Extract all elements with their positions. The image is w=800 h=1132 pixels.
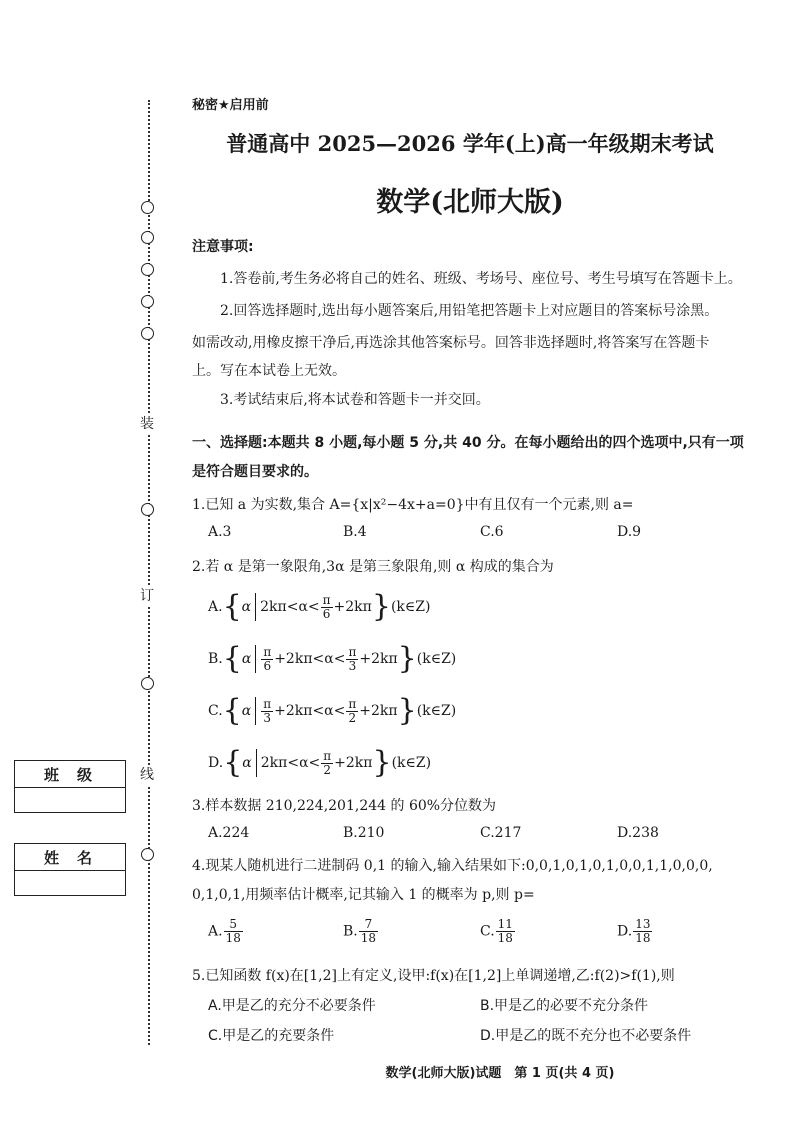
q4-option-a[interactable]: A. $\frac{5}{18}$ — [208, 917, 241, 945]
right-brace: } — [371, 589, 391, 624]
q5-option-c[interactable]: C.甲是乙的充要条件 — [208, 1028, 335, 1044]
name-field[interactable] — [15, 871, 125, 895]
q3-option-b[interactable]: B.210 — [343, 825, 385, 841]
fraction: $\frac{\pi}{6}$ — [322, 592, 331, 621]
fraction: $\frac{11}{18}$ — [497, 917, 513, 945]
binding-hole — [141, 263, 154, 276]
q1-option-c[interactable]: C.6 — [480, 524, 504, 540]
name-label: 姓名 — [15, 844, 125, 871]
left-brace: { — [222, 693, 242, 728]
binding-hole — [141, 327, 154, 340]
fraction: $\frac{\pi}{2}$ — [323, 748, 332, 777]
left-brace: { — [222, 641, 242, 676]
q1-option-d[interactable]: D.9 — [617, 524, 642, 540]
q3-option-d[interactable]: D.238 — [617, 825, 659, 841]
class-box — [14, 760, 126, 813]
fraction: $\frac{\pi}{3}$ — [348, 644, 357, 673]
class-field[interactable] — [15, 788, 125, 812]
right-brace: } — [372, 745, 392, 780]
binding-hole — [141, 231, 154, 244]
left-brace: { — [222, 589, 242, 624]
question-4-stem: 4.现某人随机进行二进制码 0,1 的输入,输入结果如下:0,0,1,0,1,0,1,0,0,1,1,0,0,0, — [192, 858, 713, 874]
q2-option-c[interactable]: C. { α $\frac{\pi}{3}$ +2kπ<α< $\frac{\pi}{2}$ +2kπ } (k∈Z) — [208, 693, 457, 728]
q1-option-b[interactable]: B.4 — [343, 524, 367, 540]
q4-option-d[interactable]: D. $\frac{13}{18}$ — [617, 917, 651, 945]
question-2-stem: 2.若 α 是第一象限角,3α 是第三象限角,则 α 构成的集合为 — [192, 559, 554, 575]
binding-label-zhuang: 装 — [140, 416, 154, 432]
notice-item-2-cont: 上。写在本试卷上无效。 — [192, 363, 346, 379]
q1-option-a[interactable]: A.3 — [208, 524, 232, 540]
fraction: $\frac{7}{18}$ — [360, 917, 377, 945]
page-footer: 数学(北师大版)试题 第 1 页(共 4 页) — [385, 1066, 615, 1081]
class-label: 班级 — [15, 761, 125, 788]
question-4-stem-cont: 0,1,0,1,用频率估计概率,记其输入 1 的概率为 p,则 p= — [192, 887, 535, 903]
q2-option-d[interactable]: D. { α 2kπ<α< $\frac{\pi}{2}$ +2kπ } (k∈Z) — [208, 745, 432, 780]
q3-option-c[interactable]: C.217 — [480, 825, 522, 841]
fraction: $\frac{5}{18}$ — [225, 917, 241, 945]
q5-option-b[interactable]: B.甲是乙的必要不充分条件 — [480, 998, 649, 1014]
right-brace: } — [397, 641, 417, 676]
q4-option-b[interactable]: B. $\frac{7}{18}$ — [343, 917, 377, 945]
fraction: $\frac{\pi}{6}$ — [263, 644, 272, 673]
q5-option-a[interactable]: A.甲是乙的充分不必要条件 — [208, 998, 376, 1014]
q3-option-a[interactable]: A.224 — [208, 825, 250, 841]
right-brace: } — [397, 693, 417, 728]
fraction: $\frac{\pi}{3}$ — [263, 696, 272, 725]
notice-heading: 注意事项: — [192, 239, 254, 255]
notice-item-3: 3.考试结束后,将本试卷和答题卡一并交回。 — [220, 392, 490, 408]
notice-item-2: 2.回答选择题时,选出每小题答案后,用铅笔把答题卡上对应题目的答案标号涂黑。 — [220, 303, 719, 319]
fraction: $\frac{\pi}{2}$ — [348, 696, 357, 725]
q4-option-c[interactable]: C. $\frac{11}{18}$ — [480, 917, 513, 945]
left-brace: { — [223, 745, 243, 780]
secret-mark: 秘密★启用前 — [192, 98, 269, 113]
name-box — [14, 843, 126, 896]
q5-option-d[interactable]: D.甲是乙的既不充分也不必要条件 — [480, 1028, 692, 1044]
binding-hole — [141, 295, 154, 308]
notice-item-1: 1.答卷前,考生务必将自己的姓名、班级、考场号、座位号、考生号填写在答题卡上。 — [220, 271, 742, 287]
binding-label-ding: 订 — [140, 588, 154, 604]
question-3-stem: 3.样本数据 210,224,201,244 的 60%分位数为 — [192, 798, 497, 814]
notice-item-2-cont: 如需改动,用橡皮擦干净后,再选涂其他答案标号。回答非选择题时,将答案写在答题卡 — [192, 335, 710, 351]
exam-title: 普通高中 2025—2026 学年(上)高一年级期末考试 — [226, 131, 714, 156]
fraction: $\frac{13}{18}$ — [635, 917, 651, 945]
q2-option-a[interactable]: A. { α 2kπ<α< $\frac{\pi}{6}$ +2kπ } (k∈Z) — [208, 589, 431, 624]
section-heading: 一、选择题:本题共 8 小题,每小题 5 分,共 40 分。在每小题给出的四个选项中,只有一项 — [192, 435, 744, 451]
binding-label-xian: 线 — [140, 767, 154, 783]
section-heading-cont: 是符合题目要求的。 — [192, 464, 318, 480]
binding-hole — [141, 848, 154, 861]
binding-hole — [141, 677, 154, 690]
q2-option-b[interactable]: B. { α $\frac{\pi}{6}$ +2kπ<α< $\frac{\pi}{3}$ +2kπ } (k∈Z) — [208, 641, 457, 676]
question-1-stem: 1.已知 a 为实数,集合 A={x|x²−4x+a=0}中有且仅有一个元素,则 a= — [192, 497, 634, 513]
subject-title: 数学(北师大版) — [376, 187, 564, 218]
binding-hole — [141, 503, 154, 516]
question-5-stem: 5.已知函数 f(x)在[1,2]上有定义,设甲:f(x)在[1,2]上单调递增,乙:f(2)>f(1),则 — [192, 968, 675, 984]
